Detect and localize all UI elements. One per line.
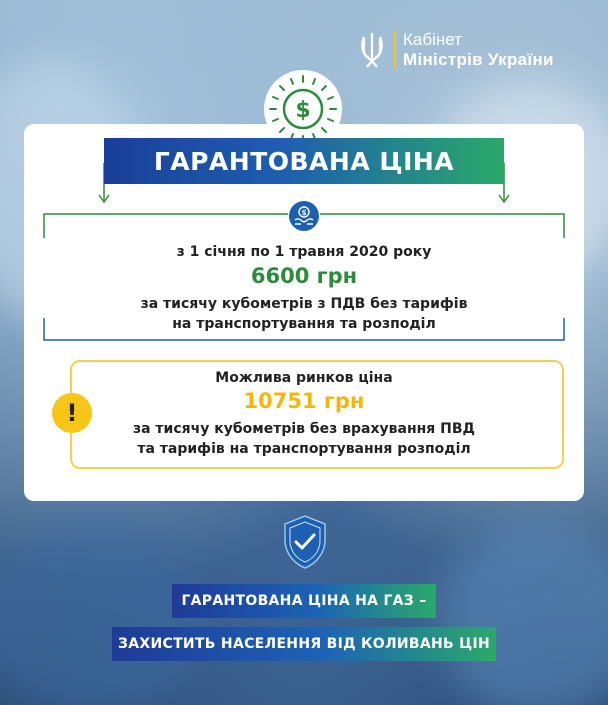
shield-check-icon [281,514,329,570]
svg-text:$: $ [301,209,307,217]
slogan-line1: ГАРАНТОВАНА ЦІНА НА ГАЗ – [172,584,436,618]
guaranteed-price-value: 6600 грн [250,264,358,288]
hands-money-icon [288,200,320,232]
slogan-line2: ЗАХИСТИТЬ НАСЕЛЕННЯ ВІД КОЛИВАНЬ ЦІН [112,627,496,661]
price-desc-line2: на транспортування та розподіл [172,316,436,332]
price-desc-line1: за тисячу кубометрів з ПДВ без тарифів [140,296,468,312]
market-price-label: Можлива ринков ціна [215,370,393,386]
price-description [44,294,564,334]
svg-text:$: $ [295,98,311,123]
warning-icon: ! [52,393,92,433]
price-period: з 1 січня по 1 травня 2020 року [176,244,432,260]
market-price-value: 10751 грн [243,389,365,413]
market-desc-line1: за тисячу кубометрів без врахування ПВД [132,421,476,437]
market-desc-line2: та тарифів на транспортування розподіл [137,441,471,457]
market-price-description [44,419,564,459]
logo-line2: Міністрів України [403,50,554,69]
logo-line1: Кабінет [403,30,462,49]
guaranteed-price-banner: ГАРАНТОВАНА ЦІНА [104,138,504,184]
